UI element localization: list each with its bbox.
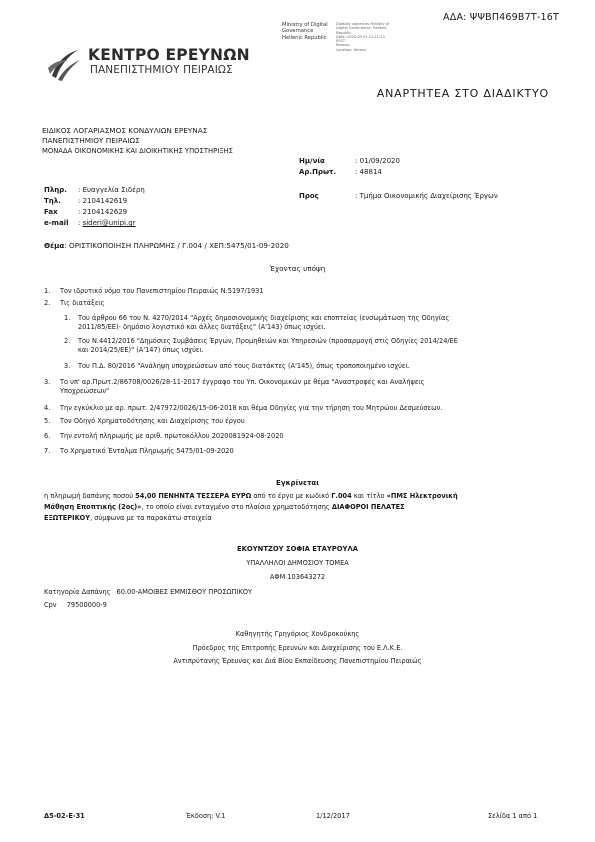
approval-text: , σύμφωνα με τα παρακάτω στοιχεία (90, 514, 212, 522)
approval-line-2 (44, 503, 405, 511)
digital-signature-issuer (282, 22, 328, 41)
approval-line-3 (44, 514, 212, 522)
list-item-text: Την εντολή πληρωμής με αριθ. πρωτοκόλλου 2020081924-08-2020 (60, 432, 284, 440)
approval-line-1 (44, 492, 458, 500)
list-item (44, 299, 105, 307)
list-item-text: Τις διατάξεις (60, 299, 105, 307)
sub-item-text: Του άρθρου 66 του Ν. 4270/2014 "Αρχές δημοσιονομικής διαχείρισης και εποπτείας (ενσωμάτωση της Οδηγίας (78, 314, 450, 322)
footer-edition: Έκδοση: V.1 (186, 812, 226, 820)
approved-title: Εγκρίνεται (276, 479, 319, 487)
approval-text: , το οποίο είναι ενταγμένο στο πλαίσιο χρηματοδότησης (141, 503, 332, 511)
project-title: «ΠΜΣ Ηλεκτρονική (386, 492, 458, 500)
recipient-label: Προς (299, 192, 319, 200)
expense-category-value: 60.00-ΑΜΟΙΒΕΣ ΕΜΜΙΣΘΟΥ ΠΡΟΣΩΠΙΚΟΥ (116, 588, 253, 596)
signature-detail-line: Digitally signed by Ministry of (336, 22, 390, 26)
phone-label: Τηλ. (44, 197, 61, 205)
logo-title: ΚΕΝΤΡΟ ΕΡΕΥΝΩΝ (88, 46, 250, 64)
beneficiary-name: ΕΚΟΥΝΤΖΟΥ ΣΟΦΙΑ ΕΤΑΥΡΟΥΛΑ (237, 545, 358, 553)
approval-amount: 54,00 ΠΕΝΗΝΤΑ ΤΕΣΣΕΡΑ ΕΥΡΩ (135, 492, 252, 500)
sub-list-item (64, 337, 458, 354)
signature-detail-line: Location: Athens (336, 47, 366, 52)
cpv-label: Cpv (44, 601, 57, 609)
subject-text: : ΟΡΙΣΤΙΚΟΠΟΙΗΣΗ ΠΛΗΡΩΜΗΣ / Γ.004 / ΧΕΠ:5475/01-09-2020 (64, 241, 289, 250)
beneficiary-role: ΥΠΑΛΛΗΛΟΙ ΔΗΜΟΣΙΟΥ ΤΟΜΕΑ (246, 559, 349, 567)
list-item-text: Υποχρεώσεων" (60, 387, 110, 395)
list-item (44, 417, 245, 425)
sub-item-number: 1. (64, 314, 71, 322)
list-item-number: 4. (44, 404, 51, 412)
protocol-label: Αρ.Πρωτ. (299, 168, 337, 176)
beneficiary-afm: ΑΦΜ 103643272 (269, 573, 326, 581)
sub-item-text: 2011/85/ΕΕ)- δημόσιο λογιστικό και άλλες διατάξεις" (Α'143) όπως ισχύει. (78, 323, 326, 331)
phone-value: : 2104142619 (78, 197, 128, 205)
info-value: : Ευαγγελία Σιδέρη (78, 186, 145, 194)
cpv-row (44, 601, 107, 609)
signature-detail-line: EEST (336, 39, 346, 44)
ada-code: ΑΔΑ: ΨΨΒΠ469Β7Τ-16Τ (443, 12, 559, 23)
list-item-text: Τον ιδρυτικό νόμο του Πανεπιστημίου Πειραιώς Ν.5197/1931 (60, 287, 264, 295)
sub-list-item (64, 362, 410, 370)
signatory-title: Πρόεδρος της Επιτροπής Ερευνών και Διαχείρισης του Ε.Λ.Κ.Ε. (192, 644, 403, 652)
logo-subtitle: ΠΑΝΕΠΙΣΤΗΜΙΟΥ ΠΕΙΡΑΙΩΣ (90, 64, 233, 76)
organization-line: ΕΙΔΙΚΟΣ ΛΟΓΑΡΙΑΣΜΟΣ ΚΟΝΔΥΛΙΩΝ ΕΡΕΥΝΑΣ (42, 126, 208, 135)
email-row (78, 219, 136, 227)
footer-page-number: Σελίδα 1 από 1 (488, 812, 538, 820)
info-label: Πληρ. (44, 186, 67, 194)
list-item (44, 378, 425, 395)
fax-value: : 2104142629 (78, 208, 128, 216)
signatory-title: Αντιπρύτανης Έρευνας και Διά Βίου Εκπαίδευσης Πανεπιστημίου Πειραιώς (173, 657, 422, 665)
list-item (44, 447, 234, 455)
expense-category-label: Κατηγορία Δαπάνης (44, 588, 111, 596)
digital-signature-details (336, 22, 389, 52)
list-item-text: Το Χρηματικό Ένταλμα Πληρωμής 5475/01-09-2020 (60, 447, 234, 455)
email-label: e-mail (44, 219, 69, 227)
having-regard-title: Έχοντας υπόψη (269, 264, 326, 273)
sub-item-text: Του Π.Δ. 80/2016 "Ανάληψη υποχρεώσεων από τους διατάκτες (Α'145), όπως τροποποιημένο ισχύει. (78, 362, 410, 370)
funding-source: ΔΙΑΦΟΡΟΙ ΠΕΛΑΤΕΣ (331, 503, 405, 511)
cpv-value: 79500000-9 (66, 601, 107, 609)
list-item (44, 287, 264, 295)
sub-item-number: 3. (64, 362, 71, 370)
signature-issuer-line: Hellenic Republic (282, 34, 327, 41)
list-item-number: 5. (44, 417, 51, 425)
list-item-number: 2. (44, 299, 51, 307)
funding-source: ΕΞΩΤΕΡΙΚΟΥ (44, 514, 91, 522)
date-label: Ημ/νία (299, 157, 325, 165)
organization-block (42, 126, 233, 156)
footer-form-code: Δ5-02-Ε-31 (44, 812, 85, 820)
fax-label: Fax (44, 208, 58, 216)
publish-online-heading: ΑΝΑΡΤΗΤΕΑ ΣΤΟ ΔΙΑΔΙΚΤΥΟ (376, 87, 549, 100)
project-code: Γ.004 (331, 492, 352, 500)
list-item-text: Την εγκύκλιο με αρ. πρωτ. 2/47972/0026/15-06-2018 και θέμα Οδηγίες για την τήρηση του Μητρώου Δεσμεύσεων. (60, 404, 443, 412)
signature-detail-line: Republic (336, 30, 352, 35)
subject-label: Θέμα (44, 241, 65, 250)
sub-list-item (64, 314, 450, 331)
signature-detail-line: Date: 2020.09.01 12:11:23 (336, 34, 385, 39)
project-title: Μάθηση Εποπτικής (44, 503, 116, 511)
list-item-text: Τον Οδηγό Χρηματοδότησης και Διαχείρισης του έργου (60, 417, 245, 425)
list-item (44, 404, 443, 412)
approval-text: από το έργο με κωδικό (251, 492, 332, 500)
sub-item-text: Του Ν.4412/2016 "Δημόσιες Συμβάσεις Έργων, Προμηθειών και Υπηρεσιών (προσαρμογή στις Οδηγίες 2014/24/ΕΕ (78, 337, 458, 345)
signature-detail-line: Digital Governance, Hellenic (336, 26, 388, 31)
list-item-number: 6. (44, 432, 51, 440)
sub-item-text: και 2014/25/ΕΕ)" (Α'147) όπως ισχύει. (78, 346, 204, 354)
organization-line: ΜΟΝΑΔΑ ΟΙΚΟΝΟΜΙΚΗΣ ΚΑΙ ΔΙΟΙΚΗΤΙΚΗΣ ΥΠΟΣΤΗΡΙΞΗΣ (42, 147, 233, 155)
approval-text: η πληρωμή δαπάνης ποσού (44, 492, 136, 500)
email-link[interactable]: sideri@unipi.gr (82, 219, 136, 227)
protocol-value: : 48814 (355, 168, 382, 176)
signature-issuer-line: Governance (282, 28, 314, 35)
project-title: (2ος)» (118, 503, 142, 511)
signatory-name: Καθηγητής Γρηγόριος Χονδροκούκης (235, 630, 360, 638)
organization-line: ΠΑΝΕΠΙΣΤΗΜΙΟΥ ΠΕΙΡΑΙΩΣ (42, 136, 140, 145)
list-item-number: 7. (44, 447, 51, 455)
list-item (44, 432, 284, 440)
footer-date: 1/12/2017 (316, 812, 350, 820)
signature-issuer-line: Ministry of Digital (282, 22, 328, 28)
sub-item-number: 2. (64, 337, 71, 345)
list-item-number: 3. (44, 378, 51, 386)
list-item-text: Το υπ' αρ.Πρωτ.2/86708/0026/28-11-2017 έγγραφο του Υπ. Οικονομικών με θέμα "Αναστροφές και Αναλήψεις (60, 378, 425, 386)
email-prefix: : (78, 219, 83, 227)
signature-detail-line: Reason: (336, 43, 351, 48)
recipient-value: : Τμήμα Οικονομικής Διαχείρισης Έργων (355, 192, 498, 200)
approval-text: και τίτλο (351, 492, 387, 500)
research-center-logo-icon (46, 46, 82, 82)
list-item-number: 1. (44, 287, 51, 295)
date-value: : 01/09/2020 (355, 157, 400, 165)
subject-line (44, 241, 289, 250)
expense-category-row (44, 588, 252, 596)
